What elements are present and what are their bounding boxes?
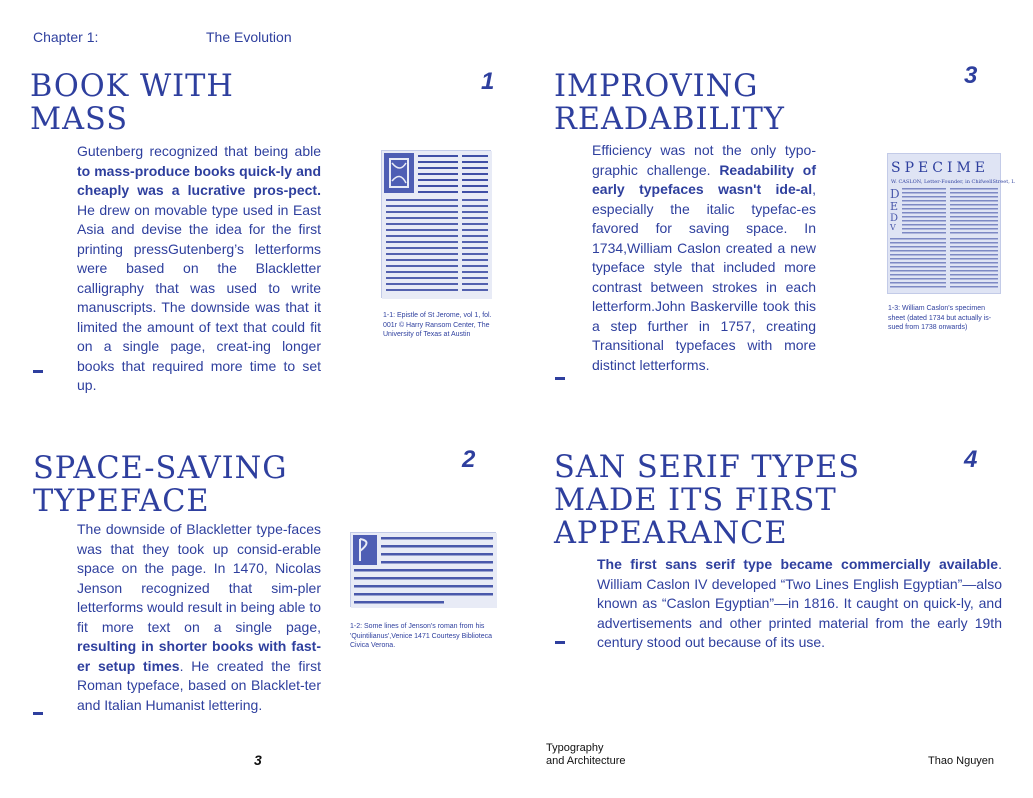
section-1-body-pre: Gutenberg recognized that being able — [77, 143, 321, 159]
section-3-body-bold: Readability of early typefaces wasn't ide-al — [592, 161, 816, 197]
svg-text:D: D — [890, 213, 899, 224]
section-1-title-line-1: BOOK WITH — [30, 68, 234, 104]
section-2-jenson-image — [350, 532, 496, 607]
section-4-title-line-3: APPEARANCE — [554, 515, 788, 551]
section-2-dash — [33, 712, 43, 715]
specimen-subheading: W. CASLON, Letter-Founder, in ChifwellStreet, L — [891, 179, 1015, 185]
section-3-title — [554, 70, 785, 136]
section-1-body-post: He drew on movable type used in East Asia and devise the idea for the first printing pressGutenberg’s letterforms were based on the Blackletter calligraphy that was used to write manuscripts. The downside was that it limited the amount of text that could fit on a single page, creat-ing longer books that required more time to set up. — [77, 201, 321, 393]
svg-text:E: E — [890, 200, 899, 213]
section-2-caption: 1-2: Some lines of Jenson's roman from his 'Quintilianus',Venice 1471 Courtesy Biblioteca Civica Verona. — [350, 623, 492, 649]
chapter-title: The Evolution — [206, 29, 292, 45]
section-3-body — [592, 141, 816, 375]
section-4-title-line-2: MADE ITS FIRST — [554, 482, 837, 518]
section-2-title-line-1: SPACE-SAVING — [33, 450, 288, 486]
section-1-title — [30, 70, 234, 136]
section-4-body-post: . William Caslon IV developed “Two Lines English Egyptian”—also known as “Caslon Egyptian”—in 1816. It caught on quick-ly, and advertisements and other printed material from the early 19th century stood out because of its use. — [597, 556, 1002, 650]
section-2-body-post: . He created the first Roman typeface, based on Blacklet-ter and Italian Humanist lettering. — [77, 657, 321, 713]
section-4-title-line-1: SAN SERIF TYPES — [554, 449, 861, 485]
book-title — [546, 742, 626, 768]
jenson-roman-illustration — [351, 533, 497, 608]
section-4-dash — [555, 641, 565, 644]
section-3-title-line-1: IMPROVING — [554, 68, 759, 104]
section-2-title-line-2: TYPEFACE — [33, 483, 210, 519]
section-3-number: 3 — [964, 62, 978, 89]
section-3-title-line-2: READABILITY — [554, 101, 785, 137]
section-1-manuscript-image — [381, 150, 491, 298]
section-1-number: 1 — [481, 68, 495, 95]
section-1-body — [77, 142, 321, 396]
section-4-number: 4 — [964, 446, 978, 473]
author-name: Thao Nguyen — [928, 755, 995, 767]
section-4-title — [554, 451, 860, 550]
specimen-sheet-illustration — [888, 186, 1002, 295]
section-2-body-pre: The downside of Blackletter type-faces was that they took up consid-erable space on the page. In 1470, Nicolas Jenson recognized that sim-pler letterforms would result in being able to fit more text on a single page, — [77, 521, 321, 635]
section-2-title — [33, 452, 287, 518]
section-3-specimen-image — [887, 153, 1015, 294]
chapter-label: Chapter 1: — [33, 29, 99, 45]
section-1-body-bold: to mass-produce books quick-ly and cheaply was a lucrative pros-pect. — [77, 162, 321, 198]
section-2-body — [77, 520, 321, 715]
section-3-body-post: , especially the italic typefac-es favored for saving space. In 1734,William Caslon created a new typeface style that included more contrast between strokes in each letterform.John Baskerville took this a step further in 1757, creating Transitional typefaces with more distinct letterforms. — [592, 181, 816, 373]
section-4-body-bold: The first sans serif type became commercially available — [597, 556, 999, 572]
section-3-caption: 1-3: William Caslon's specimen sheet (dated 1734 but actually is-sued from 1738 onwards) — [888, 305, 992, 331]
section-1-caption: 1-1: Epistle of St Jerome, vol 1, fol. 001r © Harry Ransom Center, The University of Texas at Austin — [383, 312, 492, 338]
section-1-dash — [33, 370, 43, 373]
section-2-number: 2 — [462, 446, 476, 473]
section-4-body — [597, 555, 1002, 653]
book-title-line-2: and Architecture — [546, 755, 626, 767]
svg-text:D: D — [890, 187, 900, 201]
svg-text:V: V — [890, 223, 896, 232]
section-3-dash — [555, 377, 565, 380]
section-3-body-pre: Efficiency was not the only typo-graphic challenge. — [592, 142, 816, 178]
manuscript-illustration — [382, 151, 492, 299]
page-number: 3 — [254, 752, 262, 768]
section-1-title-line-2: MASS — [30, 101, 129, 137]
section-2-body-bold: resulting in shorter books with fast-er setup times — [77, 638, 321, 674]
specimen-heading: SPECIME — [891, 160, 990, 176]
book-title-line-1: Typography — [546, 742, 604, 754]
